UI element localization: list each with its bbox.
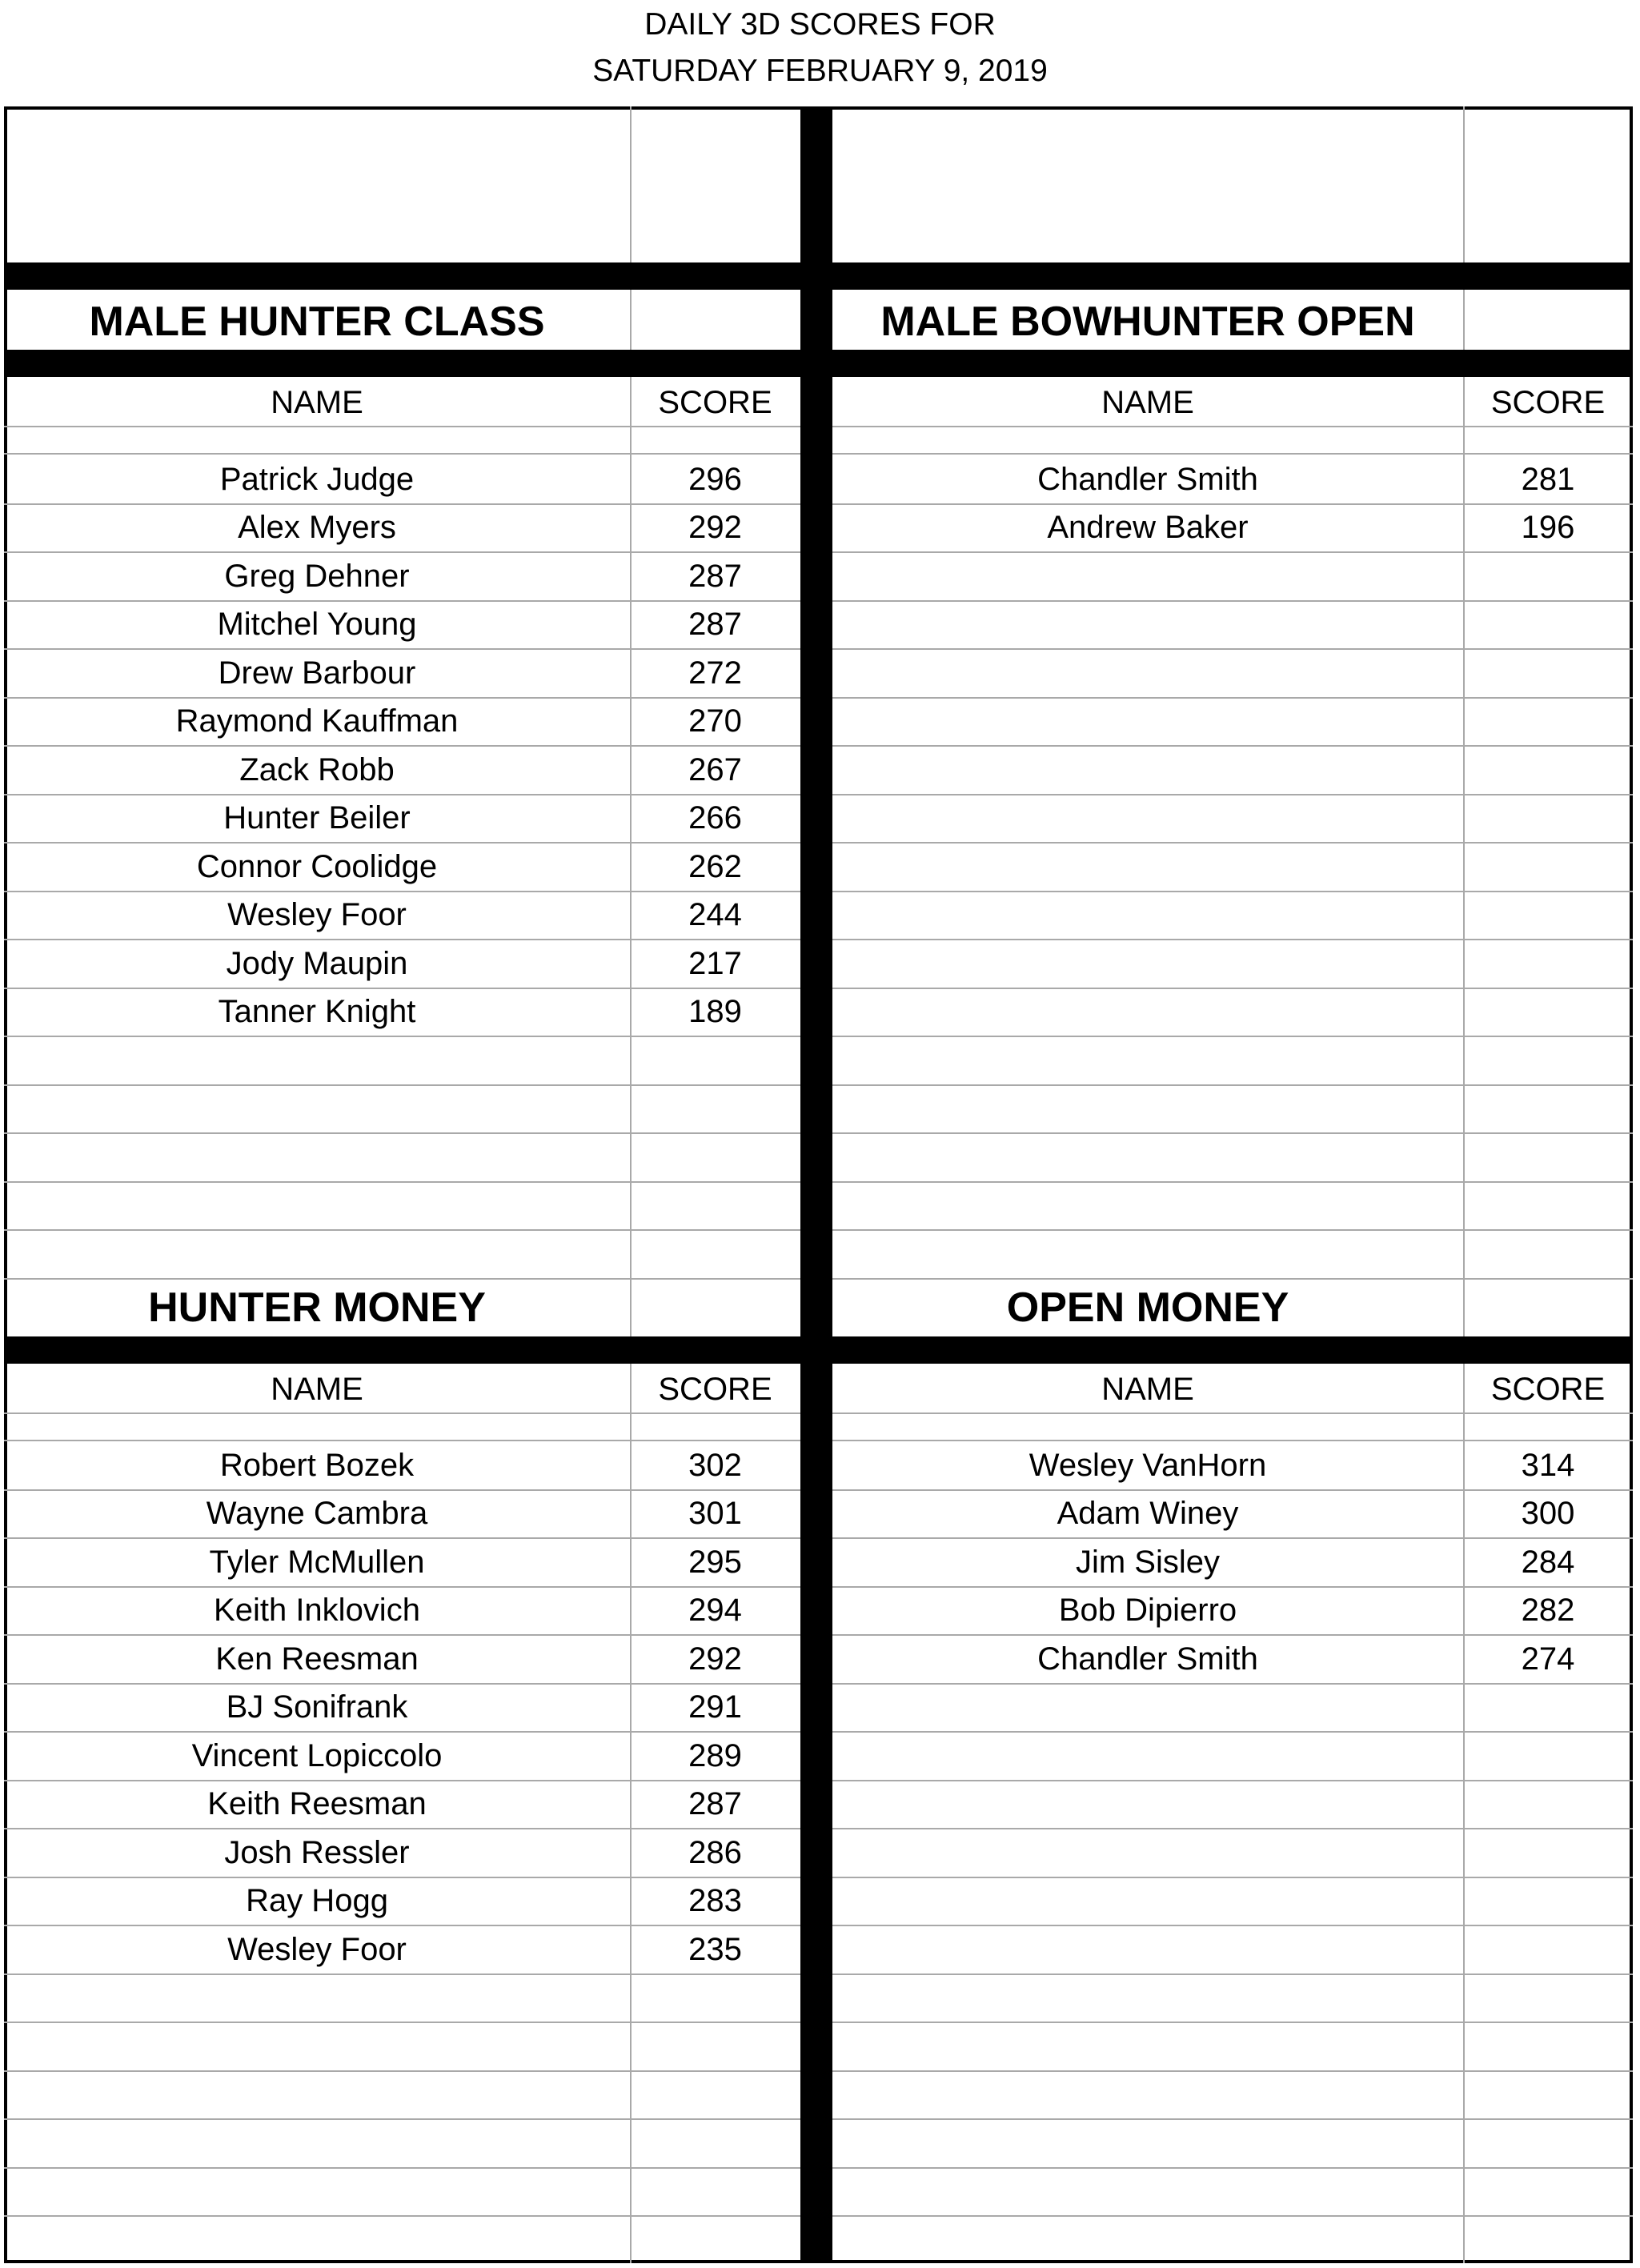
row-score: 270	[688, 703, 742, 739]
row-name: Chandler Smith	[1037, 461, 1258, 497]
header-underline	[4, 426, 800, 427]
row-name: Zack Robb	[239, 751, 395, 787]
name-header: NAME	[1101, 385, 1194, 420]
document-title-line-1: DAILY 3D SCORES FOR	[644, 7, 996, 42]
row-score: 262	[688, 848, 742, 884]
row-name: Wayne Cambra	[206, 1496, 428, 1531]
row-score: 217	[688, 945, 742, 981]
row-divider	[832, 891, 1633, 892]
row-score: 296	[688, 461, 742, 497]
row-name: Keith Inklovich	[214, 1593, 420, 1628]
row-divider	[832, 697, 1633, 699]
row-name: Jody Maupin	[226, 945, 408, 981]
row-score: 274	[1521, 1641, 1575, 1677]
row-divider	[4, 2118, 800, 2120]
document-title-line-2: SATURDAY FEBRUARY 9, 2019	[592, 54, 1048, 88]
row-divider	[832, 1973, 1633, 1975]
bottom-title-underline-bar	[4, 1336, 1633, 1364]
row-divider	[832, 1828, 1633, 1829]
row-name: Drew Barbour	[218, 655, 416, 691]
row-name: Bob Dipierro	[1058, 1593, 1237, 1628]
row-name: Connor Coolidge	[196, 848, 438, 884]
row-divider	[832, 1683, 1633, 1685]
row-name: Raymond Kauffman	[175, 703, 459, 739]
row-divider	[832, 1731, 1633, 1733]
row-divider	[832, 1780, 1633, 1781]
score-header: SCORE	[658, 385, 772, 420]
top-title-underline-bar	[4, 350, 1633, 377]
row-score: 287	[688, 1786, 742, 1821]
right-column-divider	[1463, 106, 1465, 2263]
row-divider	[832, 2118, 1633, 2120]
row-name: Andrew Baker	[1047, 510, 1249, 545]
row-score: 272	[688, 655, 742, 691]
score-header: SCORE	[658, 1372, 772, 1407]
row-score: 267	[688, 751, 742, 787]
section-title-male-hunter-class: MALE HUNTER CLASS	[89, 299, 545, 345]
row-score: 301	[688, 1496, 742, 1531]
row-name: Alex Myers	[238, 510, 396, 545]
row-score: 196	[1521, 510, 1575, 545]
row-divider	[832, 794, 1633, 795]
row-name: Wesley VanHorn	[1029, 1447, 1267, 1483]
row-score: 281	[1521, 461, 1575, 497]
row-name: Mitchel Young	[217, 607, 417, 642]
section-title-male-bowhunter-open: MALE BOWHUNTER OPEN	[880, 299, 1415, 345]
score-header: SCORE	[1490, 385, 1606, 420]
row-name: Chandler Smith	[1037, 1641, 1258, 1677]
row-name: Vincent Lopiccolo	[191, 1737, 443, 1773]
row-name: Wesley Foor	[227, 1931, 407, 1967]
row-score: 284	[1521, 1544, 1575, 1580]
row-name: Jim Sisley	[1075, 1544, 1221, 1580]
row-name: Ray Hogg	[246, 1883, 388, 1918]
row-divider	[832, 600, 1633, 602]
row-divider	[4, 1973, 800, 1975]
row-divider	[832, 988, 1633, 989]
row-divider	[832, 1084, 1633, 1086]
row-divider	[4, 1036, 800, 1037]
row-name: Robert Bozek	[219, 1447, 415, 1483]
row-divider	[4, 1084, 800, 1086]
row-score: 289	[688, 1737, 742, 1773]
name-header: NAME	[1101, 1372, 1194, 1407]
top-thick-bar	[4, 262, 1633, 290]
row-divider	[4, 2022, 800, 2023]
row-score: 291	[688, 1689, 742, 1725]
section-title-open-money: OPEN MONEY	[1006, 1284, 1289, 1331]
row-score: 292	[688, 1641, 742, 1677]
row-divider	[832, 939, 1633, 940]
section-title-hunter-money: HUNTER MONEY	[148, 1284, 486, 1331]
row-divider	[832, 1229, 1633, 1231]
row-score: 295	[688, 1544, 742, 1580]
row-score: 294	[688, 1593, 742, 1628]
row-name: Adam Winey	[1057, 1496, 1239, 1531]
row-name: Tanner Knight	[218, 994, 416, 1029]
center-divider	[800, 106, 832, 2263]
row-score: 189	[688, 994, 742, 1029]
row-divider	[832, 2022, 1633, 2023]
row-score: 283	[688, 1883, 742, 1918]
row-divider	[832, 648, 1633, 650]
row-name: Ken Reesman	[215, 1641, 419, 1677]
row-score: 266	[688, 800, 742, 835]
row-score: 314	[1521, 1447, 1575, 1483]
row-score: 282	[1521, 1593, 1575, 1628]
row-divider	[4, 2167, 800, 2169]
row-name: Tyler McMullen	[209, 1544, 425, 1580]
row-divider	[4, 1229, 800, 1231]
row-score: 302	[688, 1447, 742, 1483]
row-divider	[4, 1181, 800, 1183]
row-score: 244	[688, 897, 742, 932]
row-score: 286	[688, 1834, 742, 1870]
name-header: NAME	[271, 385, 363, 420]
header-underline	[832, 1412, 1633, 1414]
row-score: 292	[688, 510, 742, 545]
row-divider	[832, 1181, 1633, 1183]
row-name: Patrick Judge	[219, 461, 415, 497]
row-score: 287	[688, 558, 742, 594]
row-divider	[832, 551, 1633, 553]
row-divider	[832, 2215, 1633, 2217]
row-divider	[4, 2070, 800, 2072]
row-divider	[832, 1877, 1633, 1878]
row-divider	[832, 2070, 1633, 2072]
row-name: Keith Reesman	[207, 1786, 427, 1821]
row-divider	[4, 2215, 800, 2217]
row-score: 287	[688, 607, 742, 642]
row-name: Josh Ressler	[224, 1834, 410, 1870]
row-divider	[832, 842, 1633, 843]
row-divider	[4, 1132, 800, 1134]
row-score: 235	[688, 1931, 742, 1967]
row-name: Greg Dehner	[224, 558, 410, 594]
header-underline	[4, 1412, 800, 1414]
row-divider	[832, 1132, 1633, 1134]
row-score: 300	[1521, 1496, 1575, 1531]
row-name: BJ Sonifrank	[226, 1689, 408, 1725]
score-header: SCORE	[1490, 1372, 1606, 1407]
row-divider	[832, 1036, 1633, 1037]
row-name: Hunter Beiler	[223, 800, 411, 835]
row-divider	[832, 1925, 1633, 1926]
row-divider	[832, 745, 1633, 747]
row-divider	[832, 2167, 1633, 2169]
header-underline	[832, 426, 1633, 427]
row-name: Wesley Foor	[227, 897, 407, 932]
name-header: NAME	[271, 1372, 363, 1407]
